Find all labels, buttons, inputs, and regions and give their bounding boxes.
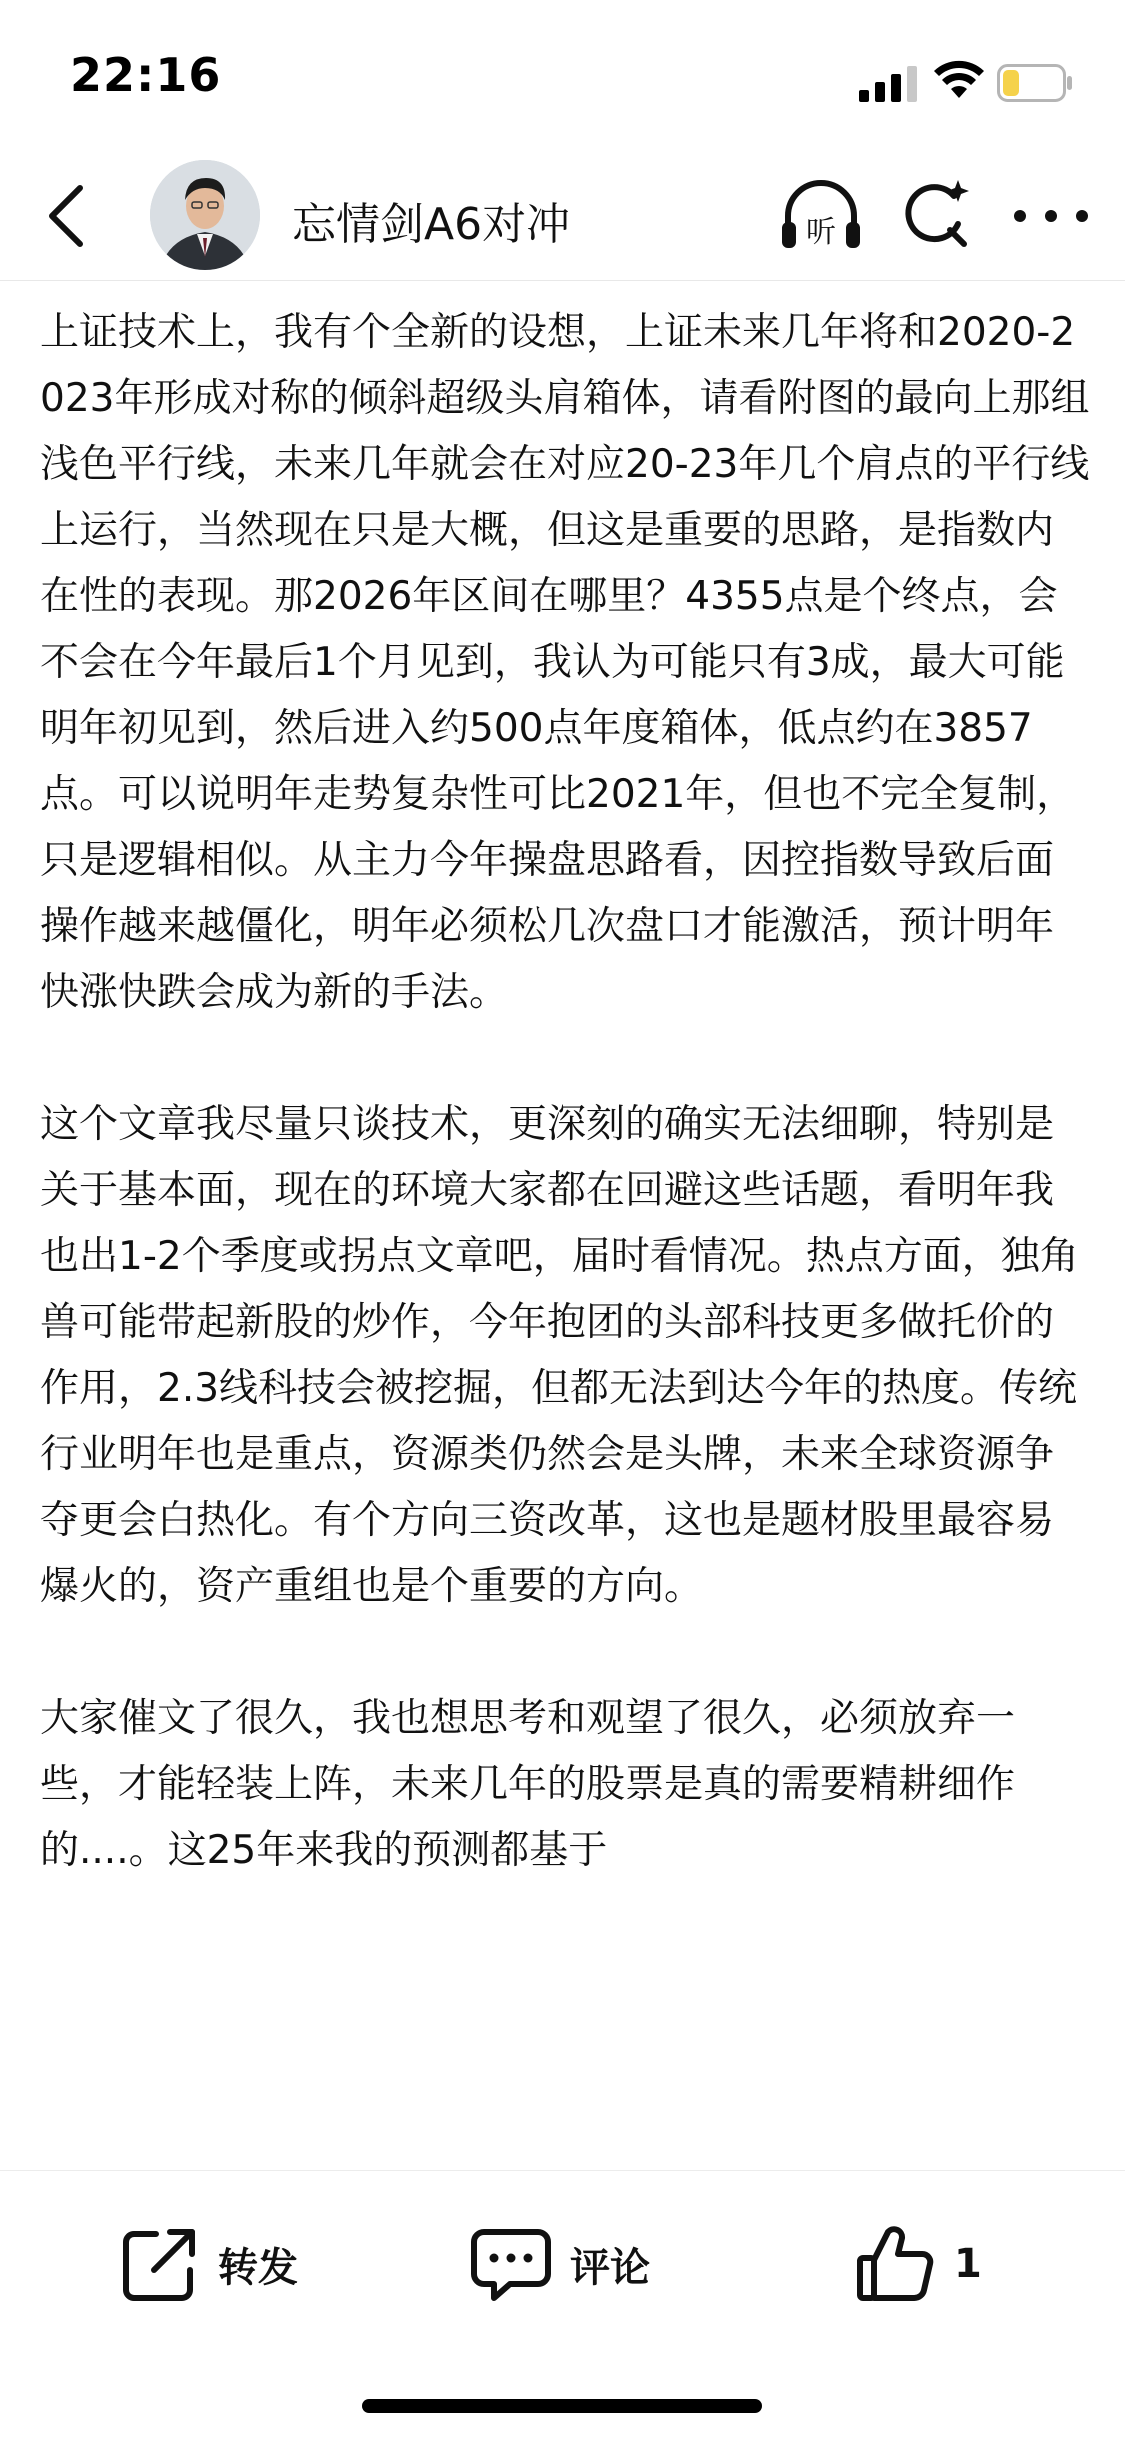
comment-icon	[470, 2224, 552, 2304]
article-paragraph-3: 大家催文了很久，我也想思考和观望了很久，必须放弃一些，才能轻装上阵，未来几年的股票是真的需要精耕细作的....。这25年来我的预测都基于	[40, 1696, 1016, 1873]
thumbs-up-icon	[856, 2224, 936, 2304]
listen-icon	[776, 176, 866, 256]
article-body	[40, 300, 1090, 2170]
search-button[interactable]	[896, 174, 976, 254]
battery-icon	[997, 64, 1073, 102]
like-count: 1	[954, 2241, 982, 2287]
comment-button[interactable]	[470, 2219, 650, 2309]
back-button[interactable]	[26, 176, 106, 256]
status-icons	[859, 58, 1089, 108]
share-label: 转发	[218, 2244, 298, 2291]
avatar-image	[150, 160, 260, 270]
author-name[interactable]: 忘情剑A6对冲	[292, 199, 571, 250]
share-icon	[120, 2224, 200, 2304]
signal-icon	[859, 66, 919, 102]
listen-button[interactable]	[776, 176, 866, 256]
search-icon	[896, 174, 976, 254]
avatar[interactable]	[150, 160, 260, 270]
article-paragraph-1: 上证技术上，我有个全新的设想，上证未来几年将和2020-2023年形成对称的倾斜超级头肩箱体，请看附图的最向上那组浅色平行线，未来几年就会在对应20-23年几个肩点的平行线上运行，当然现在只是大概，但这是重要的思路，是指数内在性的表现。那2026年区间在哪里？4355点是个终点，会不会在今年最后1个月见到，我认为可能只有3成，最大可能明年初见到，然后进入约500点年度箱体，低点约在3857点。可以说明年走势复杂性可比2021年，但也不完全复制，只是逻辑相似。从主力今年操盘思路看，因控指数导致后面操作越来越僵化，明年必须松几次盘口才能激活，预计明年快涨快跌会成为新的手法。	[40, 310, 1090, 1015]
listen-label: 听	[806, 215, 836, 250]
more-button[interactable]	[1006, 176, 1096, 256]
more-icon	[1006, 176, 1096, 256]
article-paragraph-2: 这个文章我尽量只谈技术，更深刻的确实无法细聊，特别是关于基本面，现在的环境大家都在回避这些话题，看明年我也出1-2个季度或拐点文章吧，届时看情况。热点方面，独角兽可能带起新股的炒作，今年抱团的头部科技更多做托价的作用，2.3线科技会被挖掘，但都无法到达今年的热度。传统行业明年也是重点，资源类仍然会是头牌，未来全球资源争夺更会白热化。有个方向三资改革，这也是题材股里最容易爆火的，资产重组也是个重要的方向。	[40, 1102, 1079, 1609]
status-bar	[0, 0, 1125, 140]
back-icon	[44, 184, 88, 248]
home-indicator	[362, 2399, 762, 2413]
bottom-action-bar	[0, 2170, 1125, 2437]
wifi-icon	[933, 60, 985, 100]
comment-label: 评论	[570, 2244, 650, 2291]
status-time: 22:16	[70, 48, 222, 102]
like-button[interactable]	[856, 2219, 982, 2309]
share-button[interactable]	[120, 2219, 298, 2309]
nav-header	[0, 150, 1125, 281]
